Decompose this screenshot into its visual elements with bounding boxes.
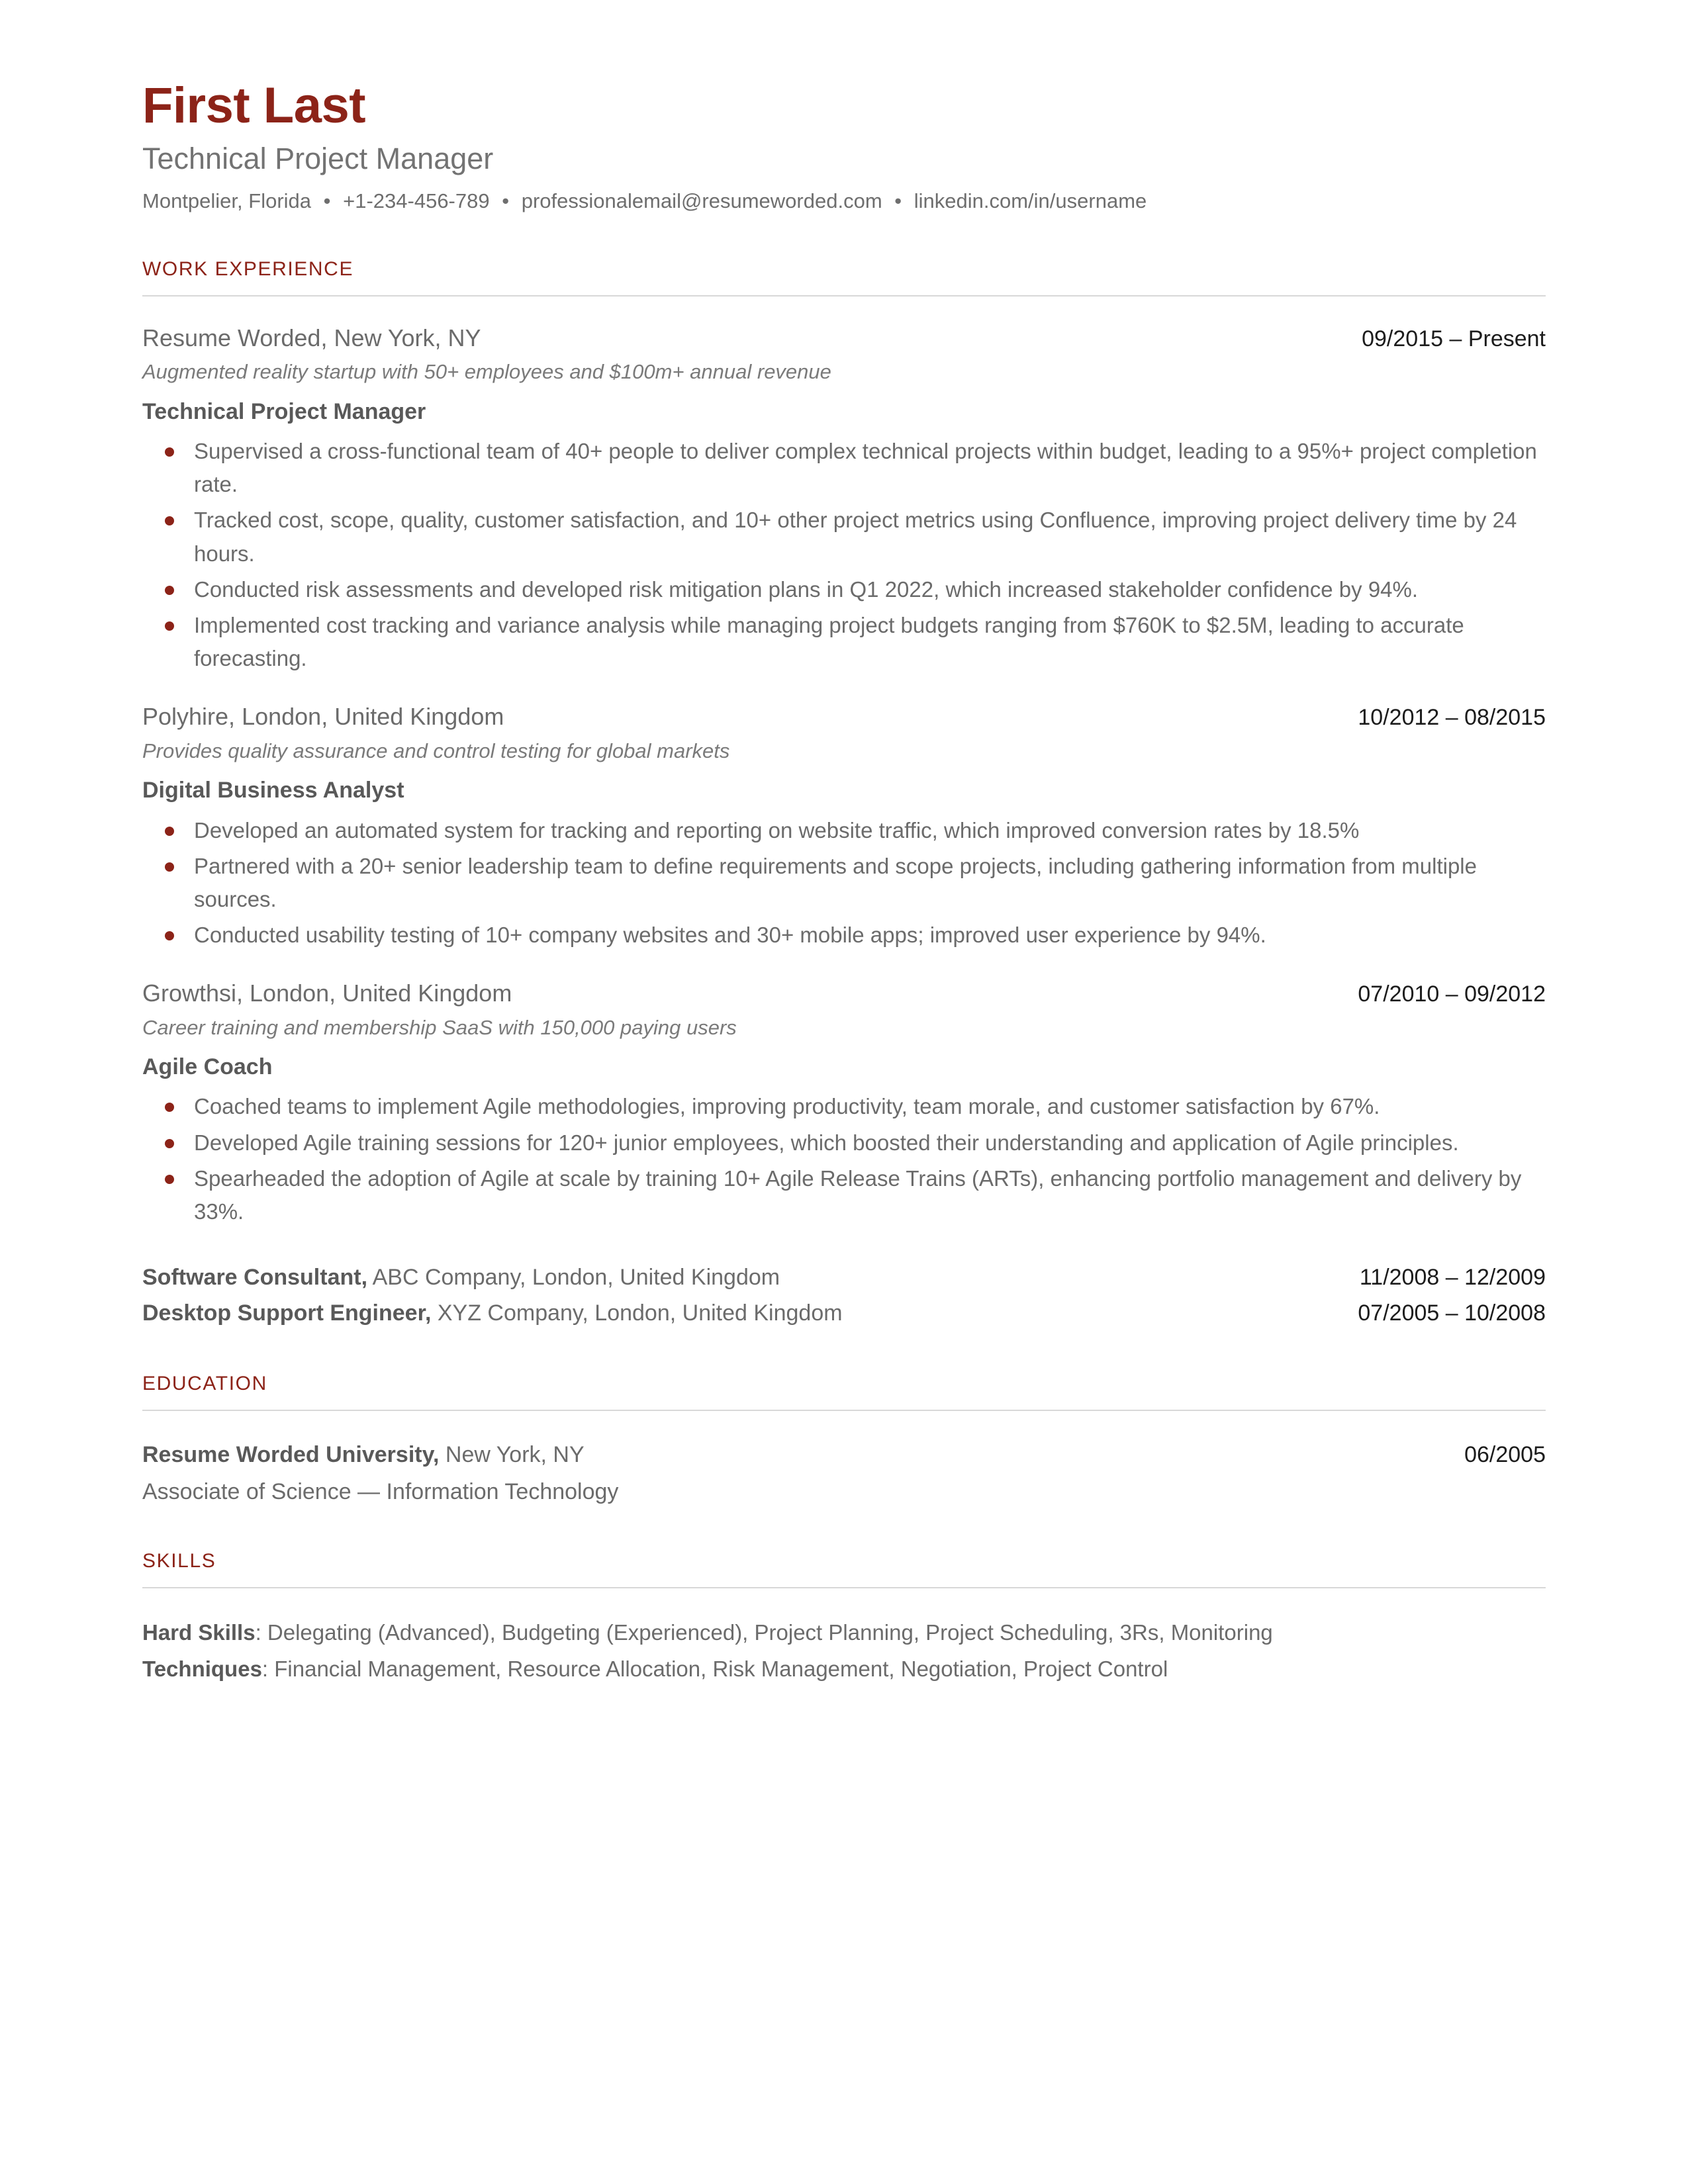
education-degree: Associate of Science — Information Technology — [142, 1479, 619, 1505]
skill-values: : Delegating (Advanced), Budgeting (Experienced), Project Planning, Project Scheduling, 3Rs, Monitoring — [255, 1620, 1273, 1645]
section-title-education: EDUCATION — [142, 1372, 267, 1394]
experience-bullet: Developed Agile training sessions for 120+ junior employees, which boosted their understanding and application of Agile principles. — [142, 1126, 1546, 1160]
experience-bullet: Partnered with a 20+ senior leadership team to define requirements and scope projects, including gathering information from multiple sources. — [142, 850, 1546, 916]
resume-header — [142, 79, 1546, 214]
compact-role-text — [142, 1263, 780, 1293]
contact-phone: +1-234-456-789 — [343, 189, 490, 212]
compact-role-row — [142, 1298, 1546, 1329]
candidate-name: First Last — [142, 77, 366, 134]
section-title-skills: SKILLS — [142, 1550, 216, 1572]
compact-role-row — [142, 1263, 1546, 1293]
compact-role-text — [142, 1298, 843, 1329]
compact-role-dates: 11/2008 – 12/2009 — [1359, 1265, 1546, 1291]
experience-entry-header — [142, 702, 1546, 732]
experience-entry — [142, 323, 1546, 675]
experience-bullet: Conducted risk assessments and developed risk mitigation plans in Q1 2022, which increased stakeholder confidence by 94%. — [142, 573, 1546, 606]
education-school — [142, 1440, 585, 1469]
section-skills — [142, 1550, 1546, 1588]
experience-entry — [142, 702, 1546, 952]
experience-dates: 09/2015 – Present — [1362, 326, 1546, 351]
experience-bullet-list — [142, 814, 1546, 952]
education-date: 06/2005 — [1464, 1441, 1546, 1467]
experience-role-title: Digital Business Analyst — [142, 778, 404, 803]
experience-bullet: Conducted usability testing of 10+ company websites and 30+ mobile apps; improved user experience by 94%. — [142, 919, 1546, 952]
experience-entry-header — [142, 323, 1546, 353]
experience-company: Growthsi, London, United Kingdom — [142, 979, 512, 1007]
experience-bullet: Spearheaded the adoption of Agile at scale by training 10+ Agile Release Trains (ARTs), enhancing portfolio management and delivery by 33%. — [142, 1162, 1546, 1228]
experience-entry-header — [142, 978, 1546, 1009]
section-work-experience — [142, 258, 1546, 296]
experience-role-title: Agile Coach — [142, 1054, 273, 1079]
contact-line — [142, 188, 1546, 214]
compact-role-company: ABC Company, London, United Kingdom — [367, 1265, 780, 1291]
skill-category-label: Hard Skills — [142, 1620, 256, 1645]
experience-company-blurb: Augmented reality startup with 50+ employees and $100m+ annual revenue — [142, 360, 831, 384]
experience-company: Resume Worded, New York, NY — [142, 324, 481, 351]
contact-email[interactable]: professionalemail@resumeworded.com — [521, 189, 882, 212]
compact-role-title: Desktop Support Engineer, — [142, 1300, 432, 1326]
experience-bullet: Implemented cost tracking and variance analysis while managing project budgets ranging from $760K to $2.5M, leading to accurate forecasting. — [142, 609, 1546, 675]
compact-role-company: XYZ Company, London, United Kingdom — [431, 1300, 843, 1326]
contact-location: Montpelier, Florida — [142, 189, 312, 212]
experience-company-blurb: Provides quality assurance and control testing for global markets — [142, 739, 730, 762]
experience-role-title: Technical Project Manager — [142, 398, 426, 424]
contact-separator-icon: • — [894, 189, 902, 212]
section-divider — [142, 1410, 1546, 1411]
experience-company-blurb: Career training and membership SaaS with 150,000 paying users — [142, 1015, 737, 1039]
contact-linkedin[interactable]: linkedin.com/in/username — [914, 189, 1147, 212]
skill-row — [142, 1654, 1546, 1685]
section-title-work-experience: WORK EXPERIENCE — [142, 257, 354, 280]
section-divider — [142, 1587, 1546, 1588]
experience-dates: 07/2010 – 09/2012 — [1358, 981, 1546, 1007]
experience-bullet: Tracked cost, scope, quality, customer satisfaction, and 10+ other project metrics using Confluence, improving project delivery time by 24 hours. — [142, 504, 1546, 570]
experience-entry — [142, 978, 1546, 1228]
candidate-job-title: Technical Project Manager — [142, 141, 494, 175]
skill-category-label: Techniques — [142, 1657, 262, 1682]
experience-company: Polyhire, London, United Kingdom — [142, 703, 504, 731]
section-education — [142, 1373, 1546, 1411]
contact-separator-icon: • — [323, 189, 331, 212]
experience-bullet-list — [142, 435, 1546, 675]
compact-role-dates: 07/2005 – 10/2008 — [1358, 1300, 1546, 1326]
education-school-name: Resume Worded University, — [142, 1441, 440, 1467]
experience-bullet-list — [142, 1090, 1546, 1228]
skill-values: : Financial Management, Resource Allocation, Risk Management, Negotiation, Project Control — [261, 1657, 1168, 1682]
compact-role-title: Software Consultant, — [142, 1265, 368, 1291]
education-entry-header — [142, 1440, 1546, 1469]
education-school-location: New York, NY — [439, 1441, 585, 1467]
section-divider — [142, 295, 1546, 296]
contact-separator-icon: • — [502, 189, 510, 212]
experience-bullet: Supervised a cross-functional team of 40+ people to deliver complex technical projects within budget, leading to a 95%+ project completion rate. — [142, 435, 1546, 501]
skill-row — [142, 1617, 1546, 1649]
experience-dates: 10/2012 – 08/2015 — [1358, 705, 1546, 731]
experience-bullet: Developed an automated system for tracking and reporting on website traffic, which improved conversion rates by 18.5% — [142, 814, 1546, 847]
experience-bullet: Coached teams to implement Agile methodologies, improving productivity, team morale, and customer satisfaction by 67%. — [142, 1090, 1546, 1123]
